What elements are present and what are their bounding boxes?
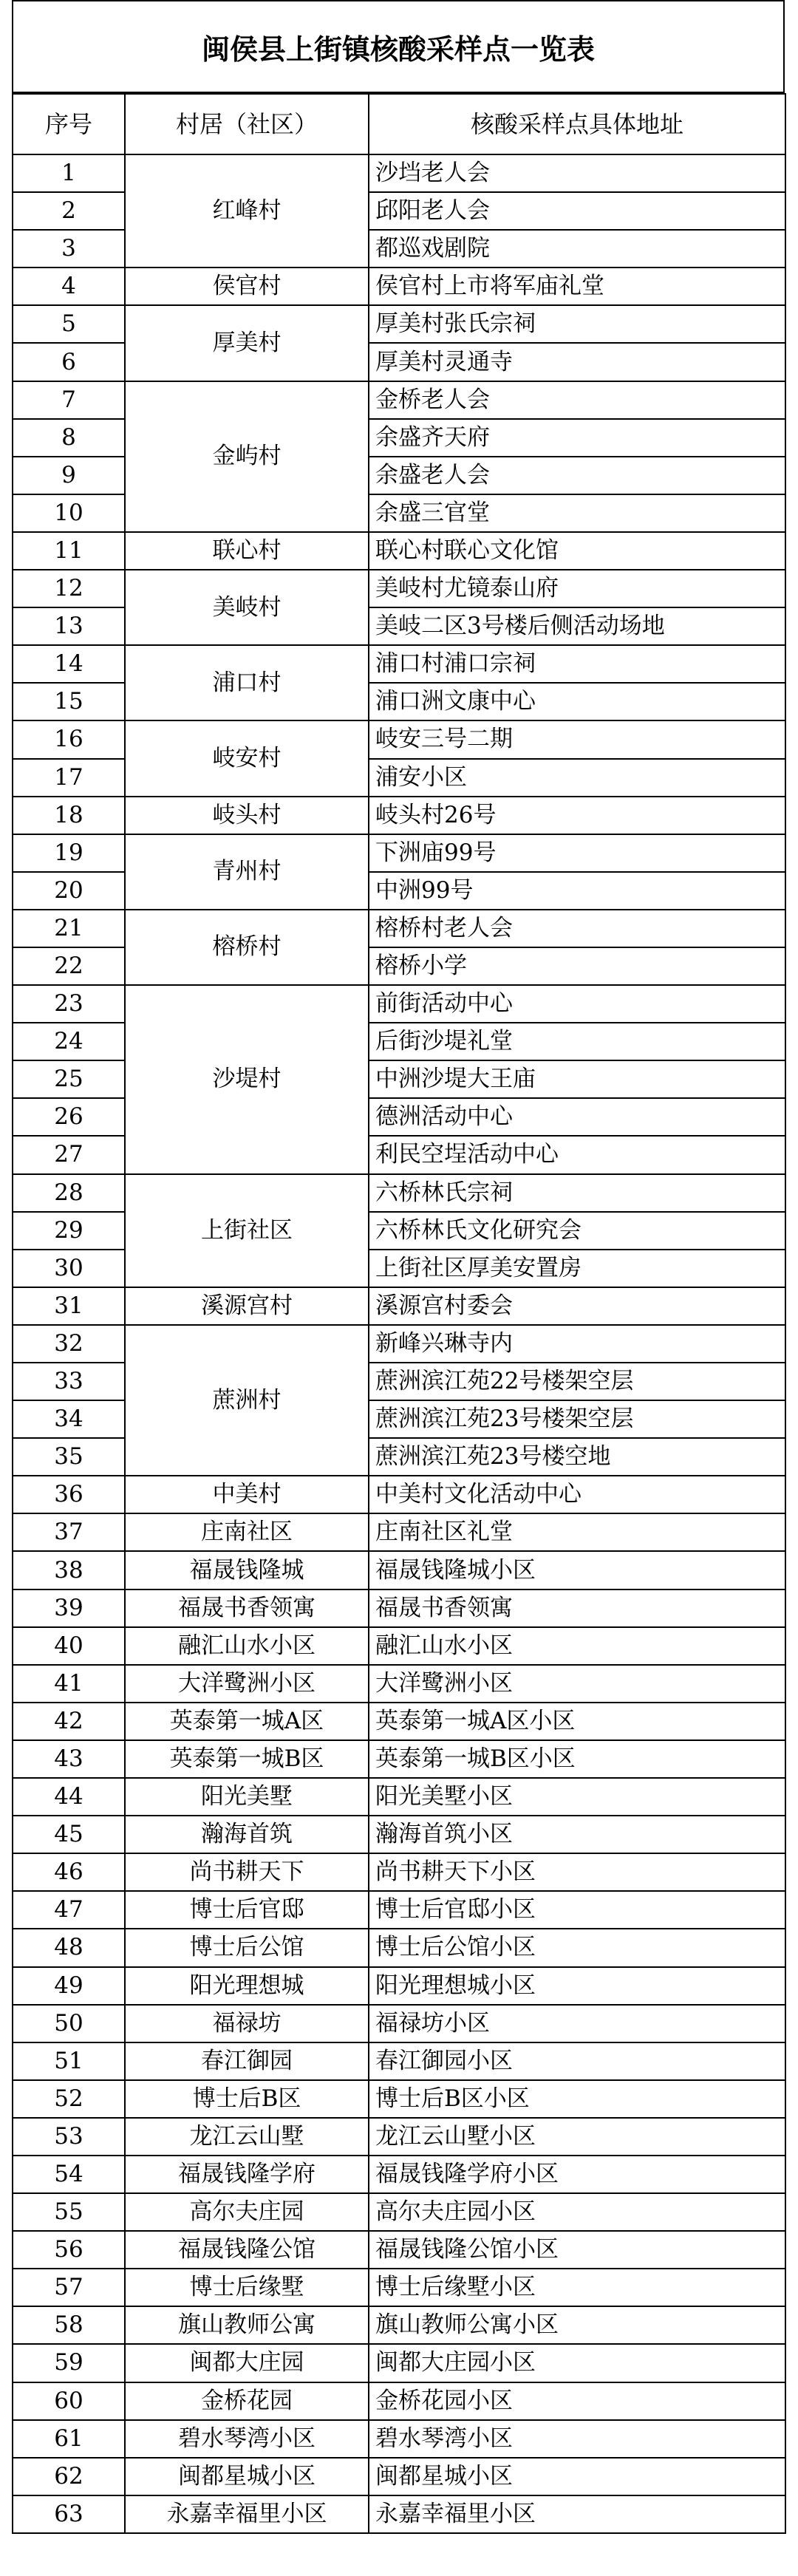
site-address: 尚书耕天下小区 [369,1853,785,1891]
site-address: 蔗洲滨江苑23号楼架空层 [369,1400,785,1438]
row-index: 33 [13,1363,125,1400]
village-name: 岐头村 [125,797,369,834]
table-body [13,154,785,2533]
table-row [13,985,785,1023]
row-index: 26 [13,1098,125,1136]
row-index: 57 [13,2269,125,2306]
row-index: 27 [13,1136,125,1173]
row-index: 18 [13,797,125,834]
table-row [13,2156,785,2193]
table-row [13,2458,785,2495]
row-index: 30 [13,1250,125,1287]
site-address: 瀚海首筑小区 [369,1816,785,1853]
site-address: 蔗洲滨江苑23号楼空地 [369,1438,785,1476]
table-row [13,1740,785,1778]
table-row [13,1589,785,1627]
row-index: 55 [13,2193,125,2231]
site-address: 中洲沙堤大王庙 [369,1060,785,1098]
table-row [13,381,785,419]
row-index: 9 [13,457,125,494]
table-row [13,2193,785,2231]
village-name: 金桥花园 [125,2382,369,2420]
village-name: 美岐村 [125,570,369,645]
site-address: 金桥老人会 [369,381,785,419]
site-address: 新峰兴琳寺内 [369,1325,785,1363]
site-address: 融汇山水小区 [369,1627,785,1665]
site-address: 闽都大庄园小区 [369,2344,785,2382]
table-row [13,1513,785,1551]
table-row [13,797,785,834]
row-index: 28 [13,1174,125,1212]
site-address: 溪源宫村委会 [369,1287,785,1325]
row-index: 16 [13,720,125,758]
row-index: 10 [13,494,125,532]
village-name: 闽都大庄园 [125,2344,369,2382]
village-name: 联心村 [125,532,369,570]
row-index: 5 [13,305,125,343]
site-address: 博士后官邸小区 [369,1891,785,1929]
site-address: 龙江云山墅小区 [369,2118,785,2156]
row-index: 29 [13,1212,125,1250]
village-name: 大洋鹭洲小区 [125,1665,369,1703]
row-index: 52 [13,2080,125,2118]
village-name: 瀚海首筑 [125,1816,369,1853]
site-address: 六桥林氏宗祠 [369,1174,785,1212]
row-index: 1 [13,154,125,192]
table-row [13,532,785,570]
village-name: 福晟钱隆公馆 [125,2231,369,2269]
village-name: 融汇山水小区 [125,1627,369,1665]
site-address: 金桥花园小区 [369,2382,785,2420]
site-address: 前街活动中心 [369,985,785,1023]
table-row [13,1287,785,1325]
row-index: 24 [13,1023,125,1060]
table-row [13,1476,785,1513]
row-index: 41 [13,1665,125,1703]
row-index: 62 [13,2458,125,2495]
row-index: 32 [13,1325,125,1363]
row-index: 35 [13,1438,125,1476]
row-index: 21 [13,910,125,947]
row-index: 54 [13,2156,125,2193]
table-row [13,645,785,683]
table-row [13,2269,785,2306]
row-index: 4 [13,268,125,305]
site-address: 浦口村浦口宗祠 [369,645,785,683]
site-address: 厚美村灵通寺 [369,343,785,381]
site-address: 浦口洲文康中心 [369,683,785,720]
row-index: 7 [13,381,125,419]
header-address: 核酸采样点具体地址 [369,94,785,154]
table-row [13,834,785,872]
village-name: 碧水琴湾小区 [125,2420,369,2458]
site-address: 阳光理想城小区 [369,1967,785,2005]
village-name: 中美村 [125,1476,369,1513]
row-index: 20 [13,872,125,910]
site-address: 旗山教师公寓小区 [369,2306,785,2344]
table-title: 闽侯县上街镇核酸采样点一览表 [12,0,785,93]
village-name: 春江御园 [125,2042,369,2080]
village-name: 旗山教师公寓 [125,2306,369,2344]
site-address: 后街沙堤礼堂 [369,1023,785,1060]
site-address: 博士后公馆小区 [369,1929,785,1966]
village-name: 博士后B区 [125,2080,369,2118]
village-name: 岐安村 [125,720,369,796]
table-row [13,2306,785,2344]
table-row [13,305,785,343]
village-name: 青州村 [125,834,369,910]
table-row [13,2382,785,2420]
row-index: 44 [13,1778,125,1816]
site-address: 榕桥小学 [369,947,785,985]
site-address: 闽都星城小区 [369,2458,785,2495]
table-row [13,1174,785,1212]
table-row [13,1551,785,1589]
site-address: 博士后缘墅小区 [369,2269,785,2306]
row-index: 17 [13,759,125,797]
table-row [13,1929,785,1966]
site-address: 岐安三号二期 [369,720,785,758]
site-address: 榕桥村老人会 [369,910,785,947]
site-address: 余盛三官堂 [369,494,785,532]
table-row [13,1816,785,1853]
site-address: 六桥林氏文化研究会 [369,1212,785,1250]
row-index: 25 [13,1060,125,1098]
site-address: 美岐二区3号楼后侧活动场地 [369,607,785,645]
row-index: 46 [13,1853,125,1891]
row-index: 12 [13,570,125,607]
table-row [13,2118,785,2156]
village-name: 博士后公馆 [125,1929,369,1966]
row-index: 6 [13,343,125,381]
site-address: 厚美村张氏宗祠 [369,305,785,343]
table-row [13,2080,785,2118]
table-row [13,2042,785,2080]
site-address: 福晟书香领寓 [369,1589,785,1627]
village-name: 金屿村 [125,381,369,532]
site-address: 美岐村尤镜泰山府 [369,570,785,607]
site-address: 碧水琴湾小区 [369,2420,785,2458]
site-address: 下洲庙99号 [369,834,785,872]
site-address: 英泰第一城B区小区 [369,1740,785,1778]
row-index: 60 [13,2382,125,2420]
row-index: 56 [13,2231,125,2269]
table-row [13,1967,785,2005]
site-address: 岐头村26号 [369,797,785,834]
site-address: 浦安小区 [369,759,785,797]
village-name: 英泰第一城A区 [125,1703,369,1740]
row-index: 15 [13,683,125,720]
village-name: 博士后缘墅 [125,2269,369,2306]
table-row [13,2420,785,2458]
site-address: 联心村联心文化馆 [369,532,785,570]
village-name: 英泰第一城B区 [125,1740,369,1778]
village-name: 闽都星城小区 [125,2458,369,2495]
row-index: 3 [13,230,125,268]
site-address: 利民空埕活动中心 [369,1136,785,1173]
row-index: 49 [13,1967,125,2005]
site-address: 中洲99号 [369,872,785,910]
row-index: 13 [13,607,125,645]
row-index: 34 [13,1400,125,1438]
row-index: 59 [13,2344,125,2382]
village-name: 浦口村 [125,645,369,720]
table-row [13,154,785,192]
village-name: 福晟钱隆城 [125,1551,369,1589]
row-index: 43 [13,1740,125,1778]
village-name: 蔗洲村 [125,1325,369,1476]
village-name: 阳光美墅 [125,1778,369,1816]
site-address: 蔗洲滨江苑22号楼架空层 [369,1363,785,1400]
row-index: 48 [13,1929,125,1966]
village-name: 榕桥村 [125,910,369,985]
village-name: 沙堤村 [125,985,369,1173]
header-index: 序号 [13,94,125,154]
row-index: 8 [13,419,125,457]
site-address: 英泰第一城A区小区 [369,1703,785,1740]
row-index: 63 [13,2495,125,2533]
village-name: 永嘉幸福里小区 [125,2495,369,2533]
row-index: 50 [13,2005,125,2042]
row-index: 37 [13,1513,125,1551]
row-index: 14 [13,645,125,683]
village-name: 红峰村 [125,154,369,268]
site-address: 博士后B区小区 [369,2080,785,2118]
row-index: 31 [13,1287,125,1325]
village-name: 上街社区 [125,1174,369,1287]
village-name: 福晟钱隆学府 [125,2156,369,2193]
row-index: 38 [13,1551,125,1589]
village-name: 溪源宫村 [125,1287,369,1325]
row-index: 61 [13,2420,125,2458]
header-village: 村居（社区） [125,94,369,154]
village-name: 尚书耕天下 [125,1853,369,1891]
site-address: 邱阳老人会 [369,192,785,230]
village-name: 阳光理想城 [125,1967,369,2005]
table-row [13,1665,785,1703]
site-address: 庄南社区礼堂 [369,1513,785,1551]
village-name: 福晟书香领寓 [125,1589,369,1627]
table-row [13,570,785,607]
row-index: 47 [13,1891,125,1929]
village-name: 高尔夫庄园 [125,2193,369,2231]
table-row [13,1325,785,1363]
site-address: 高尔夫庄园小区 [369,2193,785,2231]
site-address: 都巡戏剧院 [369,230,785,268]
village-name: 庄南社区 [125,1513,369,1551]
village-name: 侯官村 [125,268,369,305]
site-address: 中美村文化活动中心 [369,1476,785,1513]
village-name: 博士后官邸 [125,1891,369,1929]
row-index: 2 [13,192,125,230]
site-address: 侯官村上市将军庙礼堂 [369,268,785,305]
village-name: 龙江云山墅 [125,2118,369,2156]
row-index: 53 [13,2118,125,2156]
table-row [13,1778,785,1816]
village-name: 厚美村 [125,305,369,381]
row-index: 19 [13,834,125,872]
table-row [13,268,785,305]
site-address: 福禄坊小区 [369,2005,785,2042]
table-row [13,1853,785,1891]
row-index: 58 [13,2306,125,2344]
site-address: 沙垱老人会 [369,154,785,192]
table-row [13,720,785,758]
row-index: 23 [13,985,125,1023]
row-index: 42 [13,1703,125,1740]
table-row [13,2495,785,2533]
row-index: 45 [13,1816,125,1853]
row-index: 51 [13,2042,125,2080]
site-address: 余盛齐天府 [369,419,785,457]
table-row [13,2005,785,2042]
site-address: 余盛老人会 [369,457,785,494]
site-address: 福晟钱隆城小区 [369,1551,785,1589]
site-address: 阳光美墅小区 [369,1778,785,1816]
table-row [13,2344,785,2382]
village-name: 福禄坊 [125,2005,369,2042]
table-row [13,1703,785,1740]
row-index: 22 [13,947,125,985]
row-index: 36 [13,1476,125,1513]
site-address: 永嘉幸福里小区 [369,2495,785,2533]
site-address: 春江御园小区 [369,2042,785,2080]
row-index: 11 [13,532,125,570]
site-address: 福晟钱隆公馆小区 [369,2231,785,2269]
site-address: 上街社区厚美安置房 [369,1250,785,1287]
sampling-sites-table [12,93,786,2534]
row-index: 39 [13,1589,125,1627]
site-address: 福晟钱隆学府小区 [369,2156,785,2193]
header-row [13,94,785,154]
table-row [13,2231,785,2269]
table-row [13,910,785,947]
site-address: 德洲活动中心 [369,1098,785,1136]
site-address: 大洋鹭洲小区 [369,1665,785,1703]
table-row [13,1627,785,1665]
table-row [13,1891,785,1929]
row-index: 40 [13,1627,125,1665]
